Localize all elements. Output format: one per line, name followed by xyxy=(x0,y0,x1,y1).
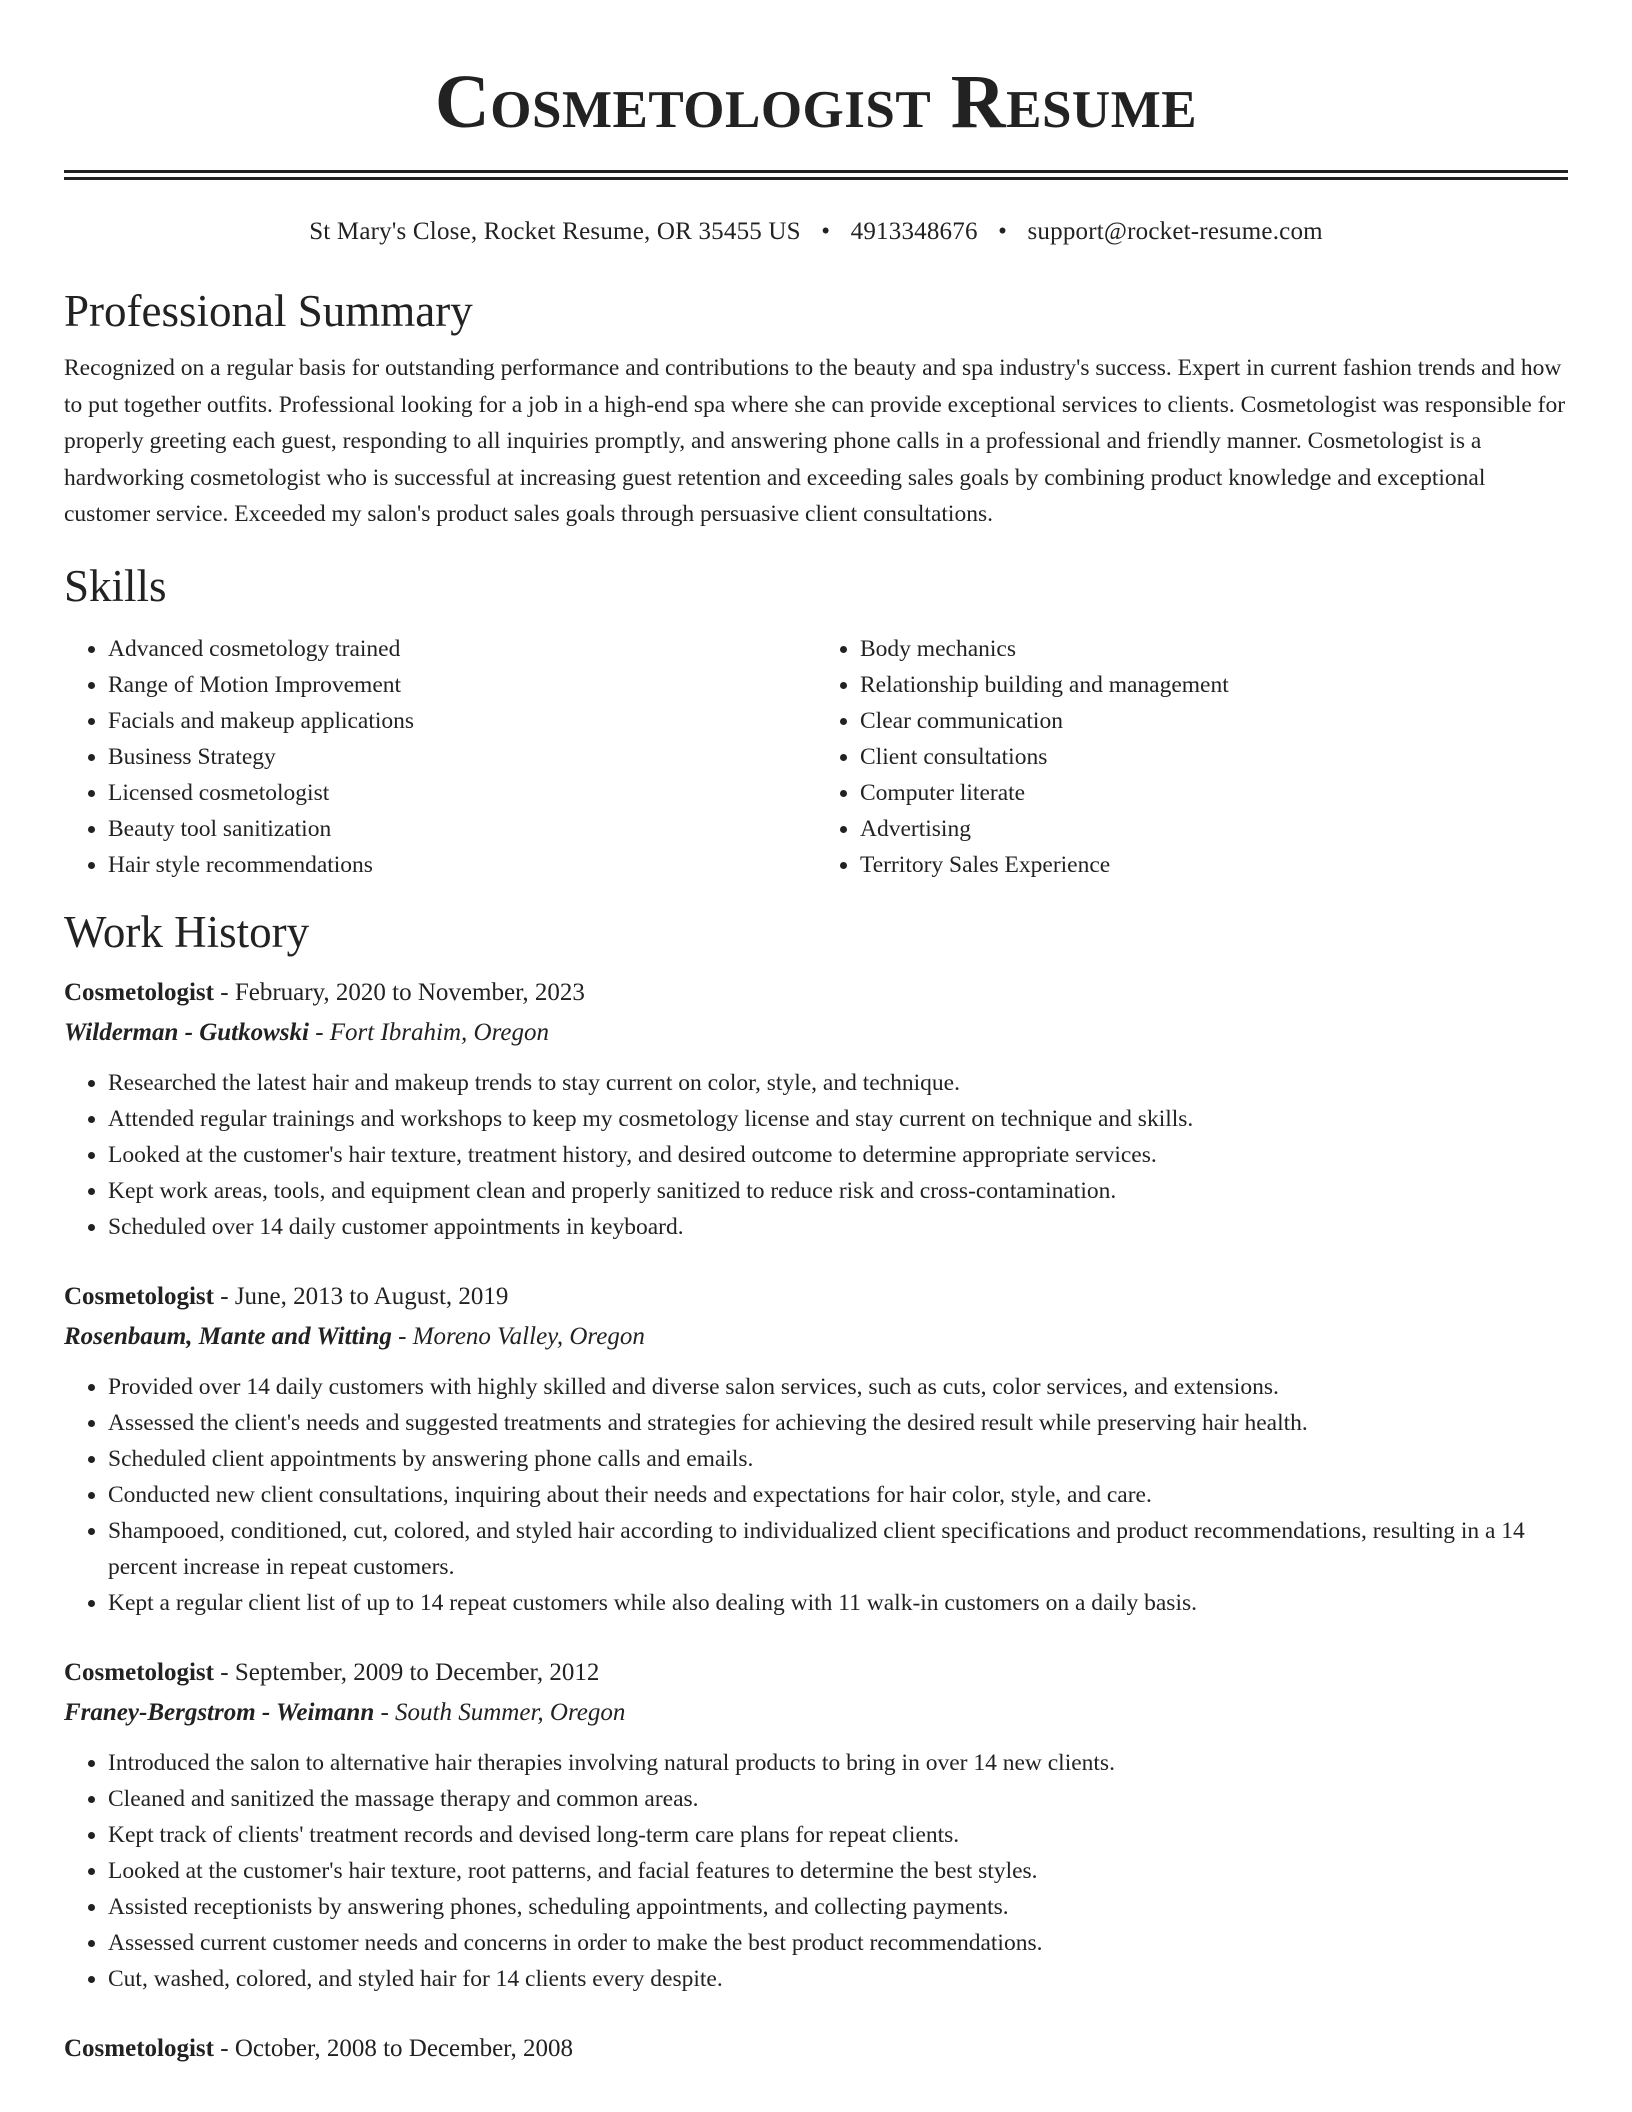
job-role: Cosmetologist xyxy=(64,1658,214,1686)
skill-item: • Territory Sales Experience xyxy=(860,847,1568,883)
contact-separator: • xyxy=(998,218,1008,245)
job-location: Moreno Valley, Oregon xyxy=(412,1322,645,1350)
job-dates: June, 2013 to August, 2019 xyxy=(234,1282,509,1310)
job-title-line: Cosmetologist - February, 2020 to November, 2023 xyxy=(64,978,585,1006)
job-title-line: Cosmetologist - June, 2013 to August, 2019 xyxy=(64,1282,509,1310)
contact-email[interactable]: support@rocket-resume.com xyxy=(1027,218,1323,245)
job-company-line: Wilderman - Gutkowski - Fort Ibrahim, Oregon xyxy=(64,1018,549,1046)
job-company: Wilderman - Gutkowski xyxy=(64,1018,309,1046)
skills-list xyxy=(64,631,1568,883)
job-bullet: • Assessed current customer needs and concerns in order to make the best product recommendations. xyxy=(108,1925,1568,1961)
skill-item: • Facials and makeup applications xyxy=(108,703,816,739)
job-bullet: • Looked at the customer's hair texture, treatment history, and desired outcome to determine appropriate services. xyxy=(108,1137,1568,1173)
job-role: Cosmetologist xyxy=(64,2034,214,2062)
skill-item: • Computer literate xyxy=(860,775,1568,811)
job-company: Rosenbaum, Mante and Witting xyxy=(64,1322,392,1350)
skill-item: • Client consultations xyxy=(860,739,1568,775)
skills-column-right xyxy=(816,631,1568,883)
summary-heading: Professional Summary xyxy=(64,286,473,336)
skill-item: • Advertising xyxy=(860,811,1568,847)
job-entry xyxy=(64,975,1568,1245)
job-location: South Summer, Oregon xyxy=(395,1698,626,1726)
skills-heading: Skills xyxy=(64,560,167,611)
job-entry xyxy=(64,1279,1568,1621)
job-bullet: • Cut, washed, colored, and styled hair for 14 clients every despite. xyxy=(108,1961,1568,1997)
job-bullets xyxy=(64,1065,1568,1245)
job-role: Cosmetologist xyxy=(64,1282,214,1310)
job-bullet: • Assessed the client's needs and suggested treatments and strategies for achieving the desired result while preserving hair health. xyxy=(108,1405,1568,1441)
job-bullet: • Scheduled over 14 daily customer appointments in keyboard. xyxy=(108,1209,1568,1245)
job-title-line: Cosmetologist - September, 2009 to December, 2012 xyxy=(64,1658,600,1686)
contact-phone: 4913348676 xyxy=(850,218,978,245)
job-bullet: • Kept track of clients' treatment records and devised long-term care plans for repeat clients. xyxy=(108,1817,1568,1853)
job-company-line: Rosenbaum, Mante and Witting - Moreno Valley, Oregon xyxy=(64,1322,645,1350)
skill-item: • Relationship building and management xyxy=(860,667,1568,703)
job-role: Cosmetologist xyxy=(64,978,214,1006)
skill-item: • Licensed cosmetologist xyxy=(108,775,816,811)
job-bullet: • Introduced the salon to alternative hair therapies involving natural products to bring in over 14 new clients. xyxy=(108,1745,1568,1781)
job-bullet: • Shampooed, conditioned, cut, colored, and styled hair according to individualized client specifications and product recommendations, resulting in a 14 percent increase in repeat customers. xyxy=(108,1513,1568,1585)
skill-item: • Body mechanics xyxy=(860,631,1568,667)
contact-line xyxy=(64,218,1568,246)
resume-title: Cosmetologist Resume xyxy=(434,60,1198,144)
job-bullet: • Kept a regular client list of up to 14 repeat customers while also dealing with 11 walk-in customers on a daily basis. xyxy=(108,1585,1568,1621)
title-divider xyxy=(64,170,1568,180)
job-bullet: • Assisted receptionists by answering phones, scheduling appointments, and collecting payments. xyxy=(108,1889,1568,1925)
skill-item: • Range of Motion Improvement xyxy=(108,667,816,703)
job-entry xyxy=(64,1655,1568,1997)
job-bullet: • Looked at the customer's hair texture, root patterns, and facial features to determine the best styles. xyxy=(108,1853,1568,1889)
job-bullets xyxy=(64,1369,1568,1621)
job-bullet: • Cleaned and sanitized the massage therapy and common areas. xyxy=(108,1781,1568,1817)
job-company: Franey-Bergstrom - Weimann xyxy=(64,1698,375,1726)
skills-column-left xyxy=(64,631,816,883)
work-history-heading: Work History xyxy=(64,906,310,957)
skill-item: • Beauty tool sanitization xyxy=(108,811,816,847)
job-dates: February, 2020 to November, 2023 xyxy=(234,978,585,1006)
job-company-line: Franey-Bergstrom - Weimann - South Summer, Oregon xyxy=(64,1698,626,1726)
job-bullet: • Kept work areas, tools, and equipment clean and properly sanitized to reduce risk and cross-contamination. xyxy=(108,1173,1568,1209)
job-bullet: • Researched the latest hair and makeup trends to stay current on color, style, and technique. xyxy=(108,1065,1568,1101)
job-dates: October, 2008 to December, 2008 xyxy=(234,2034,573,2062)
job-title-line: Cosmetologist - October, 2008 to December, 2008 xyxy=(64,2034,573,2062)
job-entry xyxy=(64,2031,1568,2067)
contact-address: St Mary's Close, Rocket Resume, OR 35455 US xyxy=(309,218,801,245)
job-bullet: • Scheduled client appointments by answering phone calls and emails. xyxy=(108,1441,1568,1477)
skill-item: • Hair style recommendations xyxy=(108,847,816,883)
job-bullet: • Provided over 14 daily customers with highly skilled and diverse salon services, such as cuts, color services, and extensions. xyxy=(108,1369,1568,1405)
job-bullets xyxy=(64,1745,1568,1997)
summary-text: Recognized on a regular basis for outstanding performance and contributions to the beauty and spa industry's success. Expert in current fashion trends and how to put together outfits. Professional looking for a job in a high-end spa where she can provide exceptional services to clients. Cosmetologist was responsible for properly greeting each guest, responding to all inquiries promptly, and answering phone calls in a professional and friendly manner. Cosmetologist is a hardworking cosmetologist who is successful at increasing guest retention and exceeding sales goals by combining product knowledge and exceptional customer service. Exceeded my salon's product sales goals through persuasive client consultations. xyxy=(64,355,1566,527)
job-bullet: • Attended regular trainings and workshops to keep my cosmetology license and stay current on technique and skills. xyxy=(108,1101,1568,1137)
contact-separator: • xyxy=(821,218,831,245)
job-location: Fort Ibrahim, Oregon xyxy=(329,1018,549,1046)
skill-item: • Business Strategy xyxy=(108,739,816,775)
job-bullet: • Conducted new client consultations, inquiring about their needs and expectations for hair color, style, and care. xyxy=(108,1477,1568,1513)
skill-item: • Clear communication xyxy=(860,703,1568,739)
job-dates: September, 2009 to December, 2012 xyxy=(234,1658,600,1686)
skill-item: • Advanced cosmetology trained xyxy=(108,631,816,667)
